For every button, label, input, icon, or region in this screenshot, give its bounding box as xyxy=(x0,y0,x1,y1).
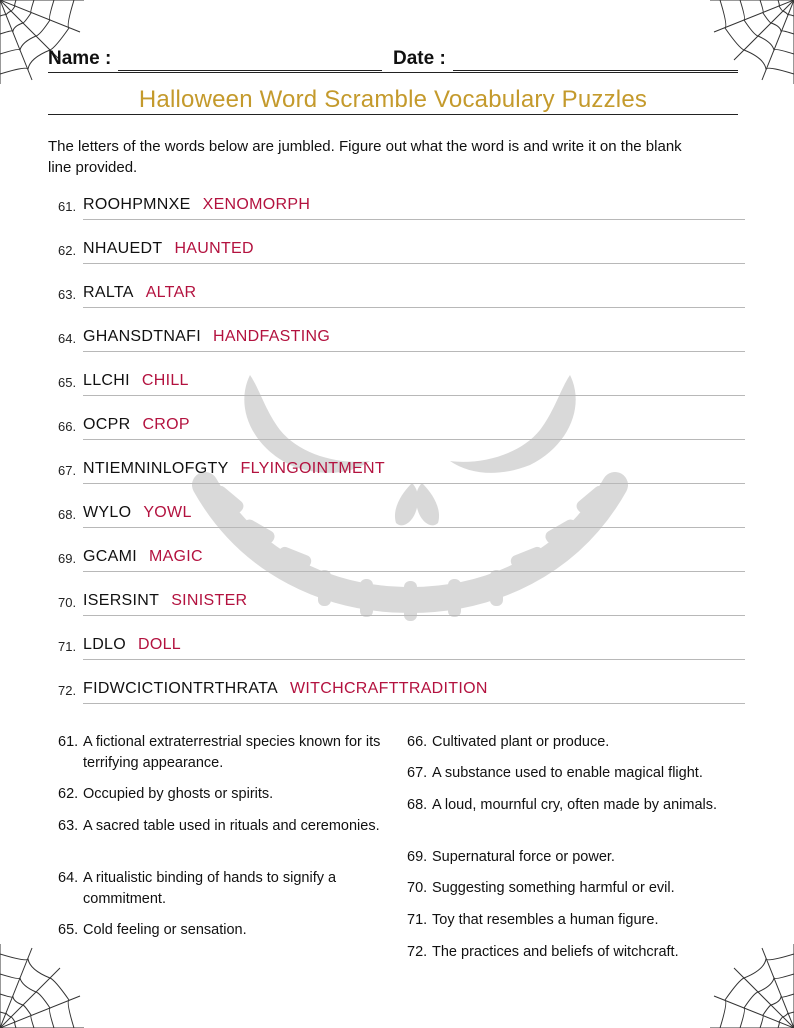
clue-text: Cold feeling or sensation. xyxy=(83,922,247,938)
puzzle-row xyxy=(58,548,745,574)
clue-item xyxy=(58,920,388,941)
puzzle-row xyxy=(58,680,745,706)
header-divider xyxy=(48,72,738,73)
clue-text: A sacred table used in rituals and ceremonies. xyxy=(83,818,380,834)
clue-number: 61. xyxy=(58,734,79,750)
answer-word: WITCHCRAFTTRADITION xyxy=(290,680,488,697)
answer-word: CHILL xyxy=(141,372,189,389)
clue-number: 70. xyxy=(407,880,428,896)
puzzle-row xyxy=(58,592,745,618)
puzzle-row xyxy=(58,460,745,486)
clue-text: A fictional extraterrestrial species known for its terrifying appearance. xyxy=(83,734,381,771)
clue-number: 71. xyxy=(407,912,428,928)
scrambled-word: ISERSINT xyxy=(83,592,160,609)
clue-text: The practices and beliefs of witchcraft. xyxy=(432,944,679,960)
clue-text: Suggesting something harmful or evil. xyxy=(432,880,675,896)
answer-line[interactable] xyxy=(83,284,745,308)
clue-item xyxy=(58,784,388,805)
puzzle-number: 72. xyxy=(58,683,77,698)
answer-line[interactable] xyxy=(83,504,745,528)
puzzle-number: 71. xyxy=(58,639,77,654)
puzzle-row xyxy=(58,504,745,530)
puzzle-number: 68. xyxy=(58,507,77,522)
puzzle-row xyxy=(58,284,745,310)
answer-word: ALTAR xyxy=(145,284,197,301)
scrambled-word: LDLO xyxy=(83,636,126,653)
clue-number: 64. xyxy=(58,870,79,886)
puzzle-row xyxy=(58,636,745,662)
answer-word: CROP xyxy=(142,416,190,433)
clue-item xyxy=(407,847,737,868)
clue-text: Toy that resembles a human figure. xyxy=(432,912,659,928)
scrambled-word: ROOHPMNXE xyxy=(83,196,191,213)
puzzle-number: 64. xyxy=(58,331,77,346)
answer-line[interactable] xyxy=(83,328,745,352)
answer-word: HANDFASTING xyxy=(212,328,331,345)
answer-word: YOWL xyxy=(143,504,192,521)
answer-line[interactable] xyxy=(83,680,745,704)
clue-number: 72. xyxy=(407,944,428,960)
name-field[interactable] xyxy=(118,70,382,71)
clue-number: 67. xyxy=(407,765,428,781)
clue-number: 62. xyxy=(58,786,79,802)
puzzle-number: 69. xyxy=(58,551,77,566)
name-label: Name : xyxy=(48,48,112,69)
answer-line[interactable] xyxy=(83,240,745,264)
scrambled-word: WYLO xyxy=(83,504,132,521)
clue-item xyxy=(407,763,737,784)
scrambled-word: GCAMI xyxy=(83,548,137,565)
answer-word: DOLL xyxy=(138,636,181,653)
answer-word: SINISTER xyxy=(171,592,248,609)
clue-text: Cultivated plant or produce. xyxy=(432,734,610,750)
clue-text: Occupied by ghosts or spirits. xyxy=(83,786,274,802)
answer-word: HAUNTED xyxy=(174,240,254,257)
puzzle-row xyxy=(58,328,745,354)
clue-number: 65. xyxy=(58,922,79,938)
clue-number: 66. xyxy=(407,734,428,750)
clue-number: 63. xyxy=(58,818,79,834)
answer-line[interactable] xyxy=(83,372,745,396)
page-title: Halloween Word Scramble Vocabulary Puzzles xyxy=(138,86,648,113)
answer-line[interactable] xyxy=(83,416,745,440)
date-label: Date : xyxy=(393,48,446,69)
answer-word: FLYINGOINTMENT xyxy=(240,460,385,477)
clue-item xyxy=(407,795,737,816)
puzzle-number: 61. xyxy=(58,199,77,214)
puzzle-number: 63. xyxy=(58,287,77,302)
clue-item xyxy=(58,816,388,837)
clue-item xyxy=(58,732,388,774)
clue-number: 68. xyxy=(407,797,428,813)
scrambled-word: LLCHI xyxy=(83,372,130,389)
clue-item xyxy=(58,868,388,910)
spider-web-icon xyxy=(0,944,84,1028)
answer-line[interactable] xyxy=(83,548,745,572)
puzzle-row xyxy=(58,372,745,398)
answer-line[interactable] xyxy=(83,460,745,484)
puzzle-number: 62. xyxy=(58,243,77,258)
puzzle-number: 66. xyxy=(58,419,77,434)
clue-text: Supernatural force or power. xyxy=(432,849,615,865)
clue-item xyxy=(407,878,737,899)
clue-item xyxy=(407,732,737,753)
instructions: The letters of the words below are jumbled. Figure out what the word is and write it on the blank line provided. xyxy=(48,138,682,176)
clue-number: 69. xyxy=(407,849,428,865)
clue-item xyxy=(407,910,737,931)
answer-word: XENOMORPH xyxy=(202,196,311,213)
puzzle-number: 70. xyxy=(58,595,77,610)
scrambled-word: NHAUEDT xyxy=(83,240,163,257)
answer-line[interactable] xyxy=(83,636,745,660)
puzzle-number: 67. xyxy=(58,463,77,478)
scrambled-word: OCPR xyxy=(83,416,131,433)
title-divider xyxy=(48,114,738,115)
clue-text: A substance used to enable magical flight. xyxy=(432,765,703,781)
date-field[interactable] xyxy=(453,70,738,71)
scrambled-word: RALTA xyxy=(83,284,134,301)
answer-word: MAGIC xyxy=(148,548,203,565)
answer-line[interactable] xyxy=(83,196,745,220)
clue-item xyxy=(407,942,737,963)
puzzle-row xyxy=(58,196,745,222)
scrambled-word: NTIEMNINLOFGTY xyxy=(83,460,229,477)
scrambled-word: FIDWCICTIONTRTHRATA xyxy=(83,680,279,697)
puzzle-row xyxy=(58,240,745,266)
clue-text: A ritualistic binding of hands to signify a commitment. xyxy=(83,870,337,907)
puzzle-number: 65. xyxy=(58,375,77,390)
answer-line[interactable] xyxy=(83,592,745,616)
puzzle-row xyxy=(58,416,745,442)
clue-text: A loud, mournful cry, often made by animals. xyxy=(432,797,718,813)
scrambled-word: GHANSDTNAFI xyxy=(83,328,201,345)
